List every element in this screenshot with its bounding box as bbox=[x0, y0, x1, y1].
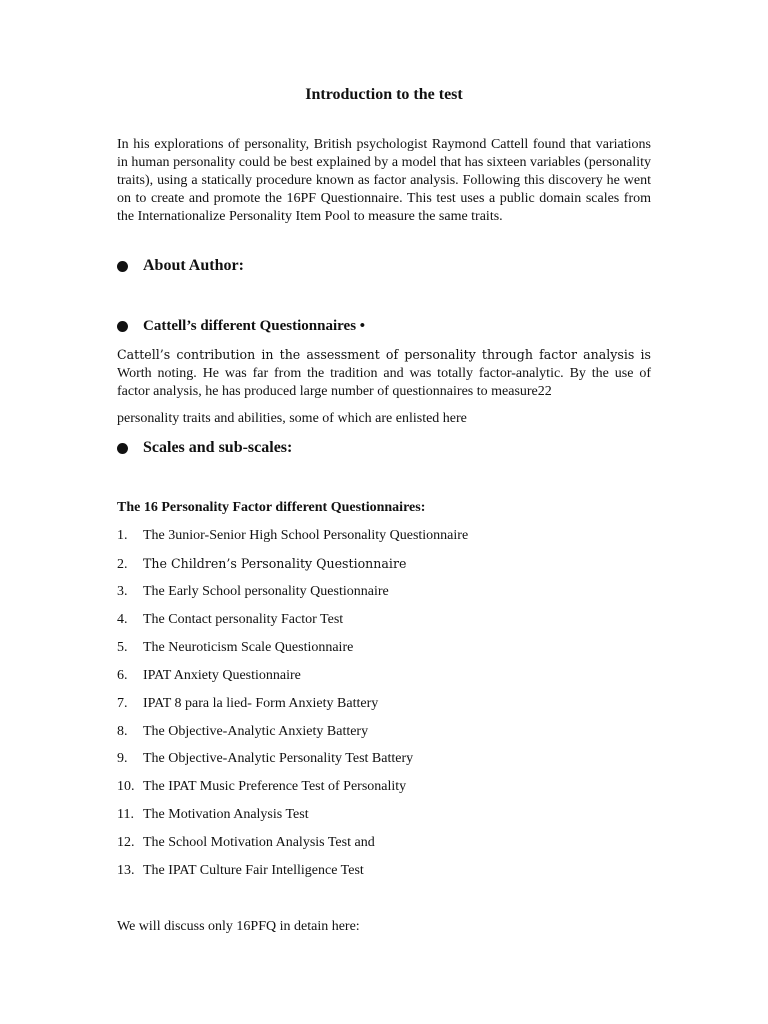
list-item-text: The Neuroticism Scale Questionnaire bbox=[143, 640, 354, 655]
list-item-text: The Objective-Analytic Anxiety Battery bbox=[143, 724, 369, 739]
list-item bbox=[117, 528, 468, 544]
list-item-number: 4. bbox=[117, 612, 128, 627]
list-item bbox=[117, 612, 343, 628]
list-item bbox=[117, 863, 364, 879]
contribution-paragraph bbox=[117, 346, 651, 401]
bullet-icon bbox=[117, 261, 128, 272]
list-item-number: 1. bbox=[117, 528, 128, 543]
list-title: The 16 Personality Factor different Questionnaires: bbox=[117, 500, 426, 515]
list-item-number: 9. bbox=[117, 751, 128, 766]
section-about-author bbox=[117, 257, 244, 275]
closing-text: We will discuss only 16PFQ in detain here: bbox=[117, 919, 360, 934]
list-item-number: 8. bbox=[117, 724, 128, 739]
contribution-line-1: Cattell’s contribution in the assessment of personality through factor analysis is bbox=[117, 347, 651, 362]
list-item-number: 11. bbox=[117, 807, 134, 822]
list-item-text: The 3unior-Senior High School Personality Questionnaire bbox=[143, 528, 469, 543]
section-questionnaires bbox=[117, 318, 365, 335]
contribution-tail: personality traits and abilities, some of which are enlisted here bbox=[117, 411, 467, 426]
list-item-number: 6. bbox=[117, 668, 128, 683]
list-item bbox=[117, 835, 375, 851]
list-item-text: The Children’s Personality Questionnaire bbox=[143, 556, 407, 571]
list-item-text: The IPAT Culture Fair Intelligence Test bbox=[143, 863, 364, 878]
page-title: Introduction to the test bbox=[305, 86, 463, 103]
list-item bbox=[117, 751, 413, 767]
list-item bbox=[117, 584, 389, 600]
list-item-text: IPAT 8 para la lied- Form Anxiety Battery bbox=[143, 696, 379, 711]
list-item bbox=[117, 640, 353, 656]
list-item-number: 12. bbox=[117, 835, 135, 850]
list-item bbox=[117, 724, 368, 740]
list-item bbox=[117, 668, 301, 684]
list-item-text: The School Motivation Analysis Test and bbox=[143, 835, 375, 850]
bullet-icon bbox=[117, 443, 128, 454]
list-item-number: 2. bbox=[117, 557, 128, 572]
list-item-number: 13. bbox=[117, 863, 135, 878]
list-item-text: The Motivation Analysis Test bbox=[143, 807, 309, 822]
list-item-text: The IPAT Music Preference Test of Personality bbox=[143, 779, 407, 794]
list-item bbox=[117, 696, 378, 712]
list-item bbox=[117, 556, 406, 573]
bullet-icon bbox=[117, 321, 128, 332]
list-item-number: 7. bbox=[117, 696, 128, 711]
list-item-text: IPAT Anxiety Questionnaire bbox=[143, 668, 301, 683]
list-item-text: The Contact personality Factor Test bbox=[143, 612, 344, 627]
list-item bbox=[117, 779, 406, 795]
list-item bbox=[117, 807, 309, 823]
list-item-number: 3. bbox=[117, 584, 128, 599]
section-heading: Cattell’s different Questionnaires • bbox=[143, 318, 366, 334]
intro-paragraph: In his explorations of personality, British psychologist Raymond Cattell found that variations in human personality could be best explained by a model that has sixteen variables (personality traits), using a statically procedure known as factor analysis. Following this discovery he went on to create and promote the 16PF Questionnaire. This test uses a public domain scales from the Internationalize Personality Item Pool to measure the same traits. bbox=[117, 137, 651, 224]
contribution-rest: Worth noting. He was far from the tradition and was totally factor-analytic. By the use of factor analysis, he has produced large number of questionnaires to measure22 bbox=[117, 366, 651, 399]
list-item-number: 10. bbox=[117, 779, 135, 794]
list-item-text: The Objective-Analytic Personality Test Battery bbox=[143, 751, 414, 766]
section-heading: Scales and sub-scales: bbox=[143, 439, 293, 456]
list-item-number: 5. bbox=[117, 640, 128, 655]
list-item-text: The Early School personality Questionnaire bbox=[143, 584, 389, 599]
section-scales bbox=[117, 439, 292, 457]
section-heading: About Author: bbox=[143, 257, 244, 274]
